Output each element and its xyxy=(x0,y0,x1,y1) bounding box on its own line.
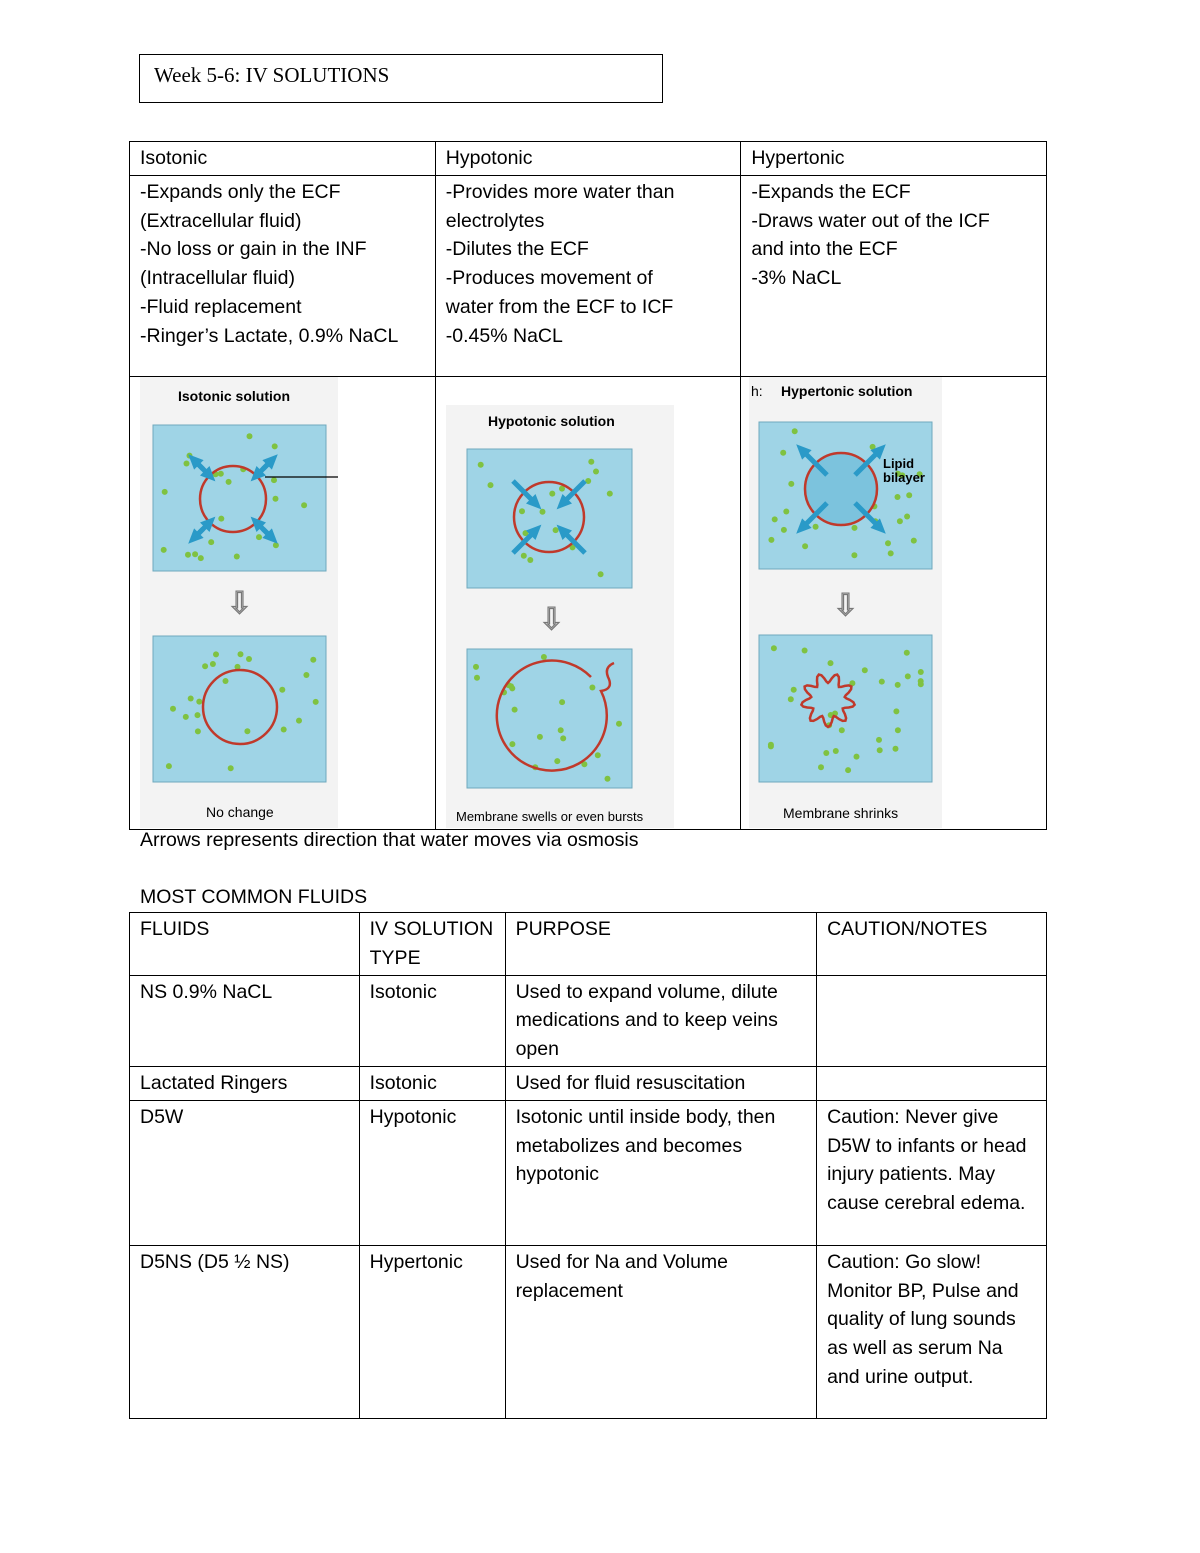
solute-particle xyxy=(246,656,252,662)
desc-line: -Expands the ECF xyxy=(751,180,911,203)
hypertonic-figure-prefix: h: xyxy=(751,382,764,399)
fluid-purpose: Used for Na and Volume replacement xyxy=(505,1245,817,1418)
solute-particle xyxy=(301,502,307,508)
solute-particle xyxy=(202,663,208,669)
desc-line: electrolytes xyxy=(445,209,545,232)
desc-line: (Intracellular fluid) xyxy=(140,267,295,290)
solute-particle xyxy=(557,727,563,733)
solute-particle xyxy=(188,695,194,701)
down-arrow-icon: ⇩ xyxy=(227,585,253,621)
solute-particle xyxy=(833,748,839,754)
fluids-section-title: MOST COMMON FLUIDS xyxy=(140,886,368,908)
solute-particle xyxy=(876,737,882,743)
isotonic-heading: Isotonic xyxy=(130,142,436,176)
solute-particle xyxy=(888,550,894,556)
solute-particle xyxy=(560,735,566,741)
solute-particle xyxy=(527,557,533,563)
hypertonic-heading: Hypertonic xyxy=(741,142,1047,176)
desc-line: -Provides more water than xyxy=(445,180,675,203)
hypertonic-description xyxy=(741,175,1047,376)
fluid-purpose: Isotonic until inside body, then metabolizes and becomes hypotonic xyxy=(505,1100,817,1245)
hypertonic-diagram-cell xyxy=(741,376,1047,829)
lipid-bilayer-label: bilayer xyxy=(883,469,926,485)
solute-particle xyxy=(273,496,279,502)
desc-line: -Draws water out of the ICF xyxy=(751,209,990,232)
solute-particle xyxy=(198,555,204,561)
solute-particle xyxy=(473,664,479,670)
solute-particle xyxy=(226,479,232,485)
solute-particle xyxy=(854,753,860,759)
solute-particle xyxy=(593,468,599,474)
solute-particle xyxy=(474,675,480,681)
solute-particle xyxy=(166,763,172,769)
solute-particle xyxy=(273,542,279,548)
hypertonic-figure-caption: Membrane shrinks xyxy=(783,804,899,821)
solute-particle xyxy=(519,508,525,514)
solute-particle xyxy=(537,734,543,740)
solute-particle xyxy=(768,743,774,749)
table-row xyxy=(130,1066,1047,1100)
desc-line: water from the ECF to ICF xyxy=(445,295,674,318)
solute-particle xyxy=(607,490,613,496)
solute-particle xyxy=(554,758,560,764)
desc-line: and into the ECF xyxy=(751,238,898,261)
solute-particle xyxy=(184,460,190,466)
solute-particle xyxy=(313,699,319,705)
desc-line: (Extracellular fluid) xyxy=(140,209,302,232)
solute-particle xyxy=(845,767,851,773)
solute-particle xyxy=(487,482,493,488)
solute-particle xyxy=(788,696,794,702)
solute-particle xyxy=(862,667,868,673)
solute-particle xyxy=(272,443,278,449)
fluids-table xyxy=(129,912,1047,1419)
solute-particle xyxy=(303,672,309,678)
header-caution-notes: CAUTION/NOTES xyxy=(817,913,1047,976)
hypotonic-diagram xyxy=(436,377,740,828)
hypotonic-heading: Hypotonic xyxy=(435,142,741,176)
solute-particle xyxy=(595,752,601,758)
solute-particle xyxy=(905,673,911,679)
solute-particle xyxy=(509,741,515,747)
fluid-purpose: Used for fluid resuscitation xyxy=(505,1066,817,1100)
solute-particle xyxy=(895,682,901,688)
diagram-caption: Arrows represents direction that water moves via osmosis xyxy=(140,829,639,851)
header-purpose: PURPOSE xyxy=(505,913,817,976)
solute-particle xyxy=(839,727,845,733)
types-diagram-row xyxy=(130,376,1047,829)
fluid-name: D5NS (D5 ½ NS) xyxy=(130,1245,360,1418)
solute-particle xyxy=(552,527,558,533)
solute-particle xyxy=(802,543,808,549)
desc-line: -Ringer’s Lactate, 0.9% NaCL xyxy=(140,324,399,347)
solute-particle xyxy=(238,651,244,657)
fluid-box-after xyxy=(153,636,326,782)
solute-particle xyxy=(271,477,277,483)
header-iv-solution-type: IV SOLUTION TYPE xyxy=(359,913,505,976)
isotonic-figure-title: Isotonic solution xyxy=(178,387,290,404)
solute-particle xyxy=(559,699,565,705)
desc-line: -Fluid replacement xyxy=(140,295,302,318)
solute-particle xyxy=(477,461,483,467)
solute-particle xyxy=(784,508,790,514)
solute-particle xyxy=(511,706,517,712)
solute-particle xyxy=(877,747,883,753)
table-row xyxy=(130,1245,1047,1418)
solute-particle xyxy=(509,685,515,691)
solute-particle xyxy=(213,651,219,657)
isotonic-figure-caption: No change xyxy=(206,803,274,820)
solute-particle xyxy=(234,553,240,559)
solute-particle xyxy=(541,654,547,660)
hypotonic-figure-caption: Membrane swells or even bursts xyxy=(455,808,643,824)
solute-particle xyxy=(791,687,797,693)
solute-particle xyxy=(161,547,167,553)
solute-particle xyxy=(223,678,229,684)
solute-particle xyxy=(218,515,224,521)
solute-particle xyxy=(549,490,555,496)
table-row xyxy=(130,1100,1047,1245)
solute-particle xyxy=(196,698,202,704)
solute-particle xyxy=(879,678,885,684)
isotonic-description xyxy=(130,175,436,376)
desc-line: -Expands only the ECF xyxy=(140,180,341,203)
solute-particle xyxy=(597,571,603,577)
hypotonic-description xyxy=(435,175,741,376)
solute-particle xyxy=(911,537,917,543)
solute-particle xyxy=(244,728,250,734)
fluid-notes: Caution: Never give D5W to infants or head injury patients. May cause cerebral edema. xyxy=(817,1100,1047,1245)
solute-particle xyxy=(904,513,910,519)
page-title: Week 5-6: IV SOLUTIONS xyxy=(139,54,663,103)
solute-particle xyxy=(195,728,201,734)
solute-particle xyxy=(813,523,819,529)
solute-particle xyxy=(588,459,594,465)
solute-particle xyxy=(904,649,910,655)
lipid-bilayer-label: Lipid xyxy=(883,455,915,471)
desc-line: -3% NaCL xyxy=(751,267,842,290)
types-header-row xyxy=(130,142,1047,176)
solute-particle xyxy=(247,433,253,439)
solute-particle xyxy=(771,645,777,651)
solute-particle xyxy=(296,717,302,723)
solute-particle xyxy=(885,540,891,546)
fluid-type: Hypertonic xyxy=(359,1245,505,1418)
solute-particle xyxy=(310,656,316,662)
fluid-type: Isotonic xyxy=(359,1066,505,1100)
fluid-box-before xyxy=(153,425,326,571)
hypotonic-figure-title: Hypotonic solution xyxy=(487,412,615,429)
solute-particle xyxy=(256,534,262,540)
solute-particle xyxy=(616,721,622,727)
solute-particle xyxy=(852,525,858,531)
solute-particle xyxy=(918,681,924,687)
solute-particle xyxy=(228,765,234,771)
fluid-name: Lactated Ringers xyxy=(130,1066,360,1100)
solute-particle xyxy=(604,776,610,782)
solute-particle xyxy=(170,706,176,712)
fluid-notes: Caution: Go slow! Monitor BP, Pulse and quality of lung sounds as well as serum Na and urine output. xyxy=(817,1245,1047,1418)
fluids-header-row xyxy=(130,913,1047,976)
table-row xyxy=(130,975,1047,1066)
desc-line: -Dilutes the ECF xyxy=(445,238,589,261)
solute-particle xyxy=(162,489,168,495)
types-description-row xyxy=(130,175,1047,376)
solute-particle xyxy=(907,492,913,498)
solute-particle xyxy=(769,537,775,543)
solute-particle xyxy=(539,508,545,514)
fluid-box-before xyxy=(467,449,632,588)
fluid-name: NS 0.9% NaCL xyxy=(130,975,360,1066)
solute-particle xyxy=(183,714,189,720)
solute-particle xyxy=(218,471,224,477)
desc-line: -0.45% NaCL xyxy=(445,324,563,347)
solute-particle xyxy=(781,450,787,456)
solute-particle xyxy=(521,552,527,558)
isotonic-diagram xyxy=(130,377,434,828)
solution-types-table xyxy=(129,141,1047,830)
solute-particle xyxy=(897,518,903,524)
desc-line: -Produces movement of xyxy=(445,267,653,290)
solute-particle xyxy=(895,727,901,733)
fluid-notes xyxy=(817,975,1047,1066)
solute-particle xyxy=(895,494,901,500)
solute-particle xyxy=(195,712,201,718)
solute-particle xyxy=(185,552,191,558)
down-arrow-icon: ⇩ xyxy=(833,587,859,623)
solute-particle xyxy=(781,527,787,533)
fluid-purpose: Used to expand volume, dilute medications and to keep veins open xyxy=(505,975,817,1066)
solute-particle xyxy=(828,660,834,666)
hypertonic-figure-title: Hypertonic solution xyxy=(781,382,913,399)
solute-particle xyxy=(893,745,899,751)
isotonic-diagram-cell xyxy=(130,376,436,829)
solute-particle xyxy=(281,726,287,732)
hypertonic-diagram xyxy=(741,377,1045,828)
solute-particle xyxy=(589,684,595,690)
header-fluids: FLUIDS xyxy=(130,913,360,976)
solute-particle xyxy=(824,750,830,756)
fluid-type: Isotonic xyxy=(359,975,505,1066)
desc-line: -No loss or gain in the INF xyxy=(140,238,367,261)
fluid-name: D5W xyxy=(130,1100,360,1245)
solute-particle xyxy=(918,669,924,675)
solute-particle xyxy=(208,539,214,545)
solute-particle xyxy=(818,764,824,770)
solute-particle xyxy=(792,428,798,434)
hypotonic-diagram-cell xyxy=(435,376,741,829)
fluid-notes xyxy=(817,1066,1047,1100)
solute-particle xyxy=(210,661,216,667)
solute-particle xyxy=(894,708,900,714)
solute-particle xyxy=(279,686,285,692)
solute-particle xyxy=(789,481,795,487)
solute-particle xyxy=(802,647,808,653)
solute-particle xyxy=(772,516,778,522)
down-arrow-icon: ⇩ xyxy=(538,601,564,637)
solute-particle xyxy=(192,551,198,557)
solute-particle xyxy=(852,552,858,558)
fluid-type: Hypotonic xyxy=(359,1100,505,1245)
